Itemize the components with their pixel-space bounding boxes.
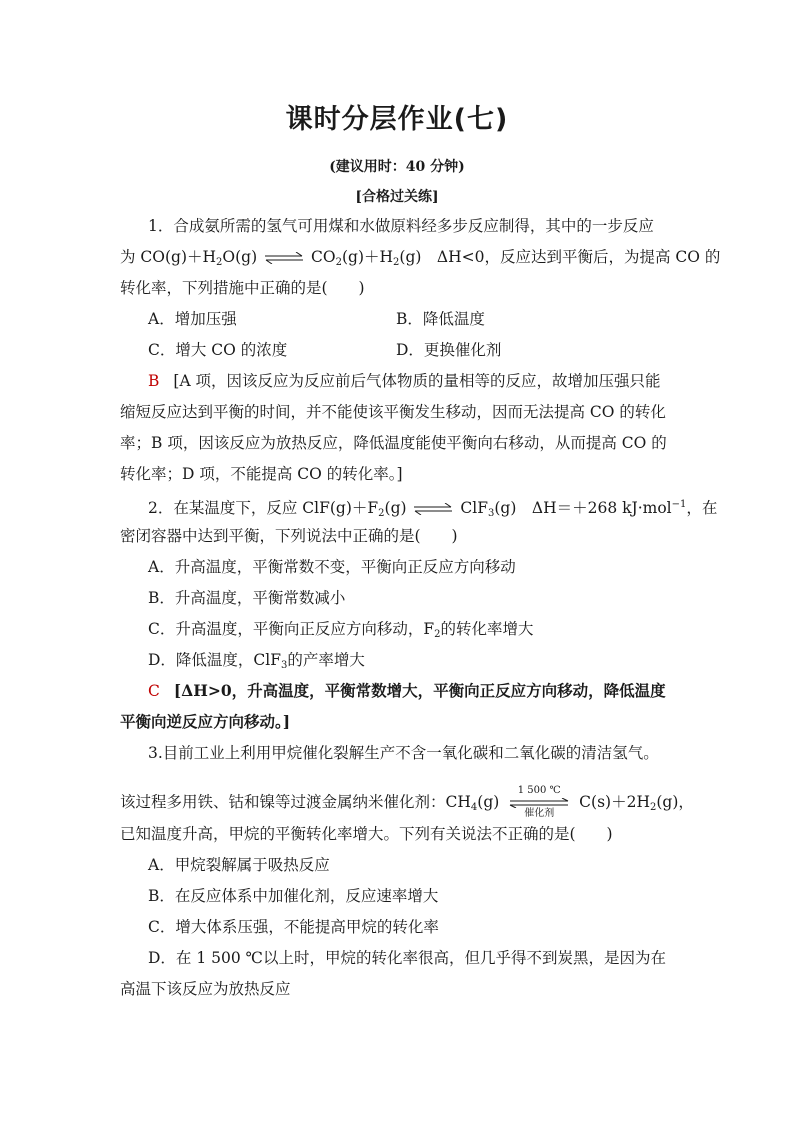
equilibrium-arrow-icon (413, 503, 453, 515)
q3-option-d-line1: D．在 1 500 ℃以上时，甲烷的转化率很高，但几乎得不到炭黑，是因为在 (148, 949, 666, 967)
q1-option-a: A．增加压强 (148, 310, 237, 328)
q2-answer: C (148, 682, 160, 700)
q1-stem-line2: 为 $CO(g)+H_2O(g)$ $CO_2(g)+H_2(g)$ ΔH<0，反应达到平衡后，为提高 CO 的 (120, 248, 721, 268)
q1-option-c: C．增大 CO 的浓度 (148, 341, 288, 359)
q3-option-d-line2: 高温下该反应为放热反应 (120, 980, 291, 998)
condition-temperature: 1 500 ℃ (517, 785, 561, 796)
q2-stem-line1: 2．在某温度下，反应 $ClF(g)+F_2(g)$ ClF$_3$(g) ΔH＝＋268 kJ·mol$^{-1}$，在 (148, 499, 718, 519)
q2-option-b: B．升高温度，平衡常数减小 (148, 589, 346, 607)
condition-catalyst: 催化剂 (524, 808, 555, 819)
q3-option-c: C．增大体系压强，不能提高甲烷的转化率 (148, 918, 439, 936)
q1-answer: B (148, 372, 160, 390)
equilibrium-arrow-icon (264, 252, 304, 264)
q3-option-a: A．甲烷裂解属于吸热反应 (148, 856, 330, 874)
q2-explanation-line1: C [ΔH>0，升高温度，平衡常数增大，平衡向正反应方向移动，降低温度 (148, 681, 666, 700)
section-heading: [合格过关练] (355, 189, 439, 205)
q3-stem-line3: 已知温度升高，甲烷的平衡转化率增大。下列有关说法不正确的是( ) (120, 825, 613, 843)
q1-option-d: D．更换催化剂 (396, 341, 502, 359)
q3-option-b: B．在反应体系中加催化剂，反应速率增大 (148, 887, 439, 905)
q1-explanation-line3: 率；B 项，因该反应为放热反应，降低温度能使平衡向右移动，从而提高 CO 的 (120, 434, 667, 452)
q1-explanation-line4: 转化率；D 项，不能提高 CO 的转化率。] (120, 465, 403, 483)
q1-stem-line1: 1．合成氨所需的氢气可用煤和水做原料经多步反应制得，其中的一步反应 (148, 217, 654, 235)
q2-stem-line2: 密闭容器中达到平衡，下列说法中正确的是( ) (120, 527, 458, 545)
q1-stem-line3: 转化率，下列措施中正确的是( ) (120, 279, 365, 297)
page-title: 课时分层作业(七) (285, 104, 509, 135)
q3-stem-line1: 3.目前工业上利用甲烷催化裂解生产不含一氧化碳和二氧化碳的清洁氢气。 (148, 744, 659, 762)
time-note: (建议用时：40 分钟) (329, 159, 465, 175)
reaction-condition-arrow (508, 785, 570, 821)
q2-explanation-line2: 平衡向逆反应方向移动。] (120, 712, 291, 731)
q2-option-a: A．升高温度，平衡常数不变，平衡向正反应方向移动 (148, 558, 516, 576)
q3-stem-line2: 该过程多用铁、钴和镍等过渡金属纳米催化剂：$CH_4(g)$ 1 500 ℃ 催化剂 $C(s)+2H_2(g)$， (120, 785, 694, 819)
q2-option-c: C．升高温度，平衡向正反应方向移动，$F_2$的转化率增大 (148, 620, 534, 640)
q1-explanation-line2: 缩短反应达到平衡的时间，并不能使该平衡发生移动，因而无法提高 CO 的转化 (120, 403, 666, 421)
q1-option-b: B．降低温度 (396, 310, 485, 328)
q2-option-d: D．降低温度，ClF$_3$的产率增大 (148, 651, 365, 671)
q1-explanation-line1: B [A 项，因该反应为反应前后气体物质的量相等的反应，故增加压强只能 (148, 372, 661, 390)
